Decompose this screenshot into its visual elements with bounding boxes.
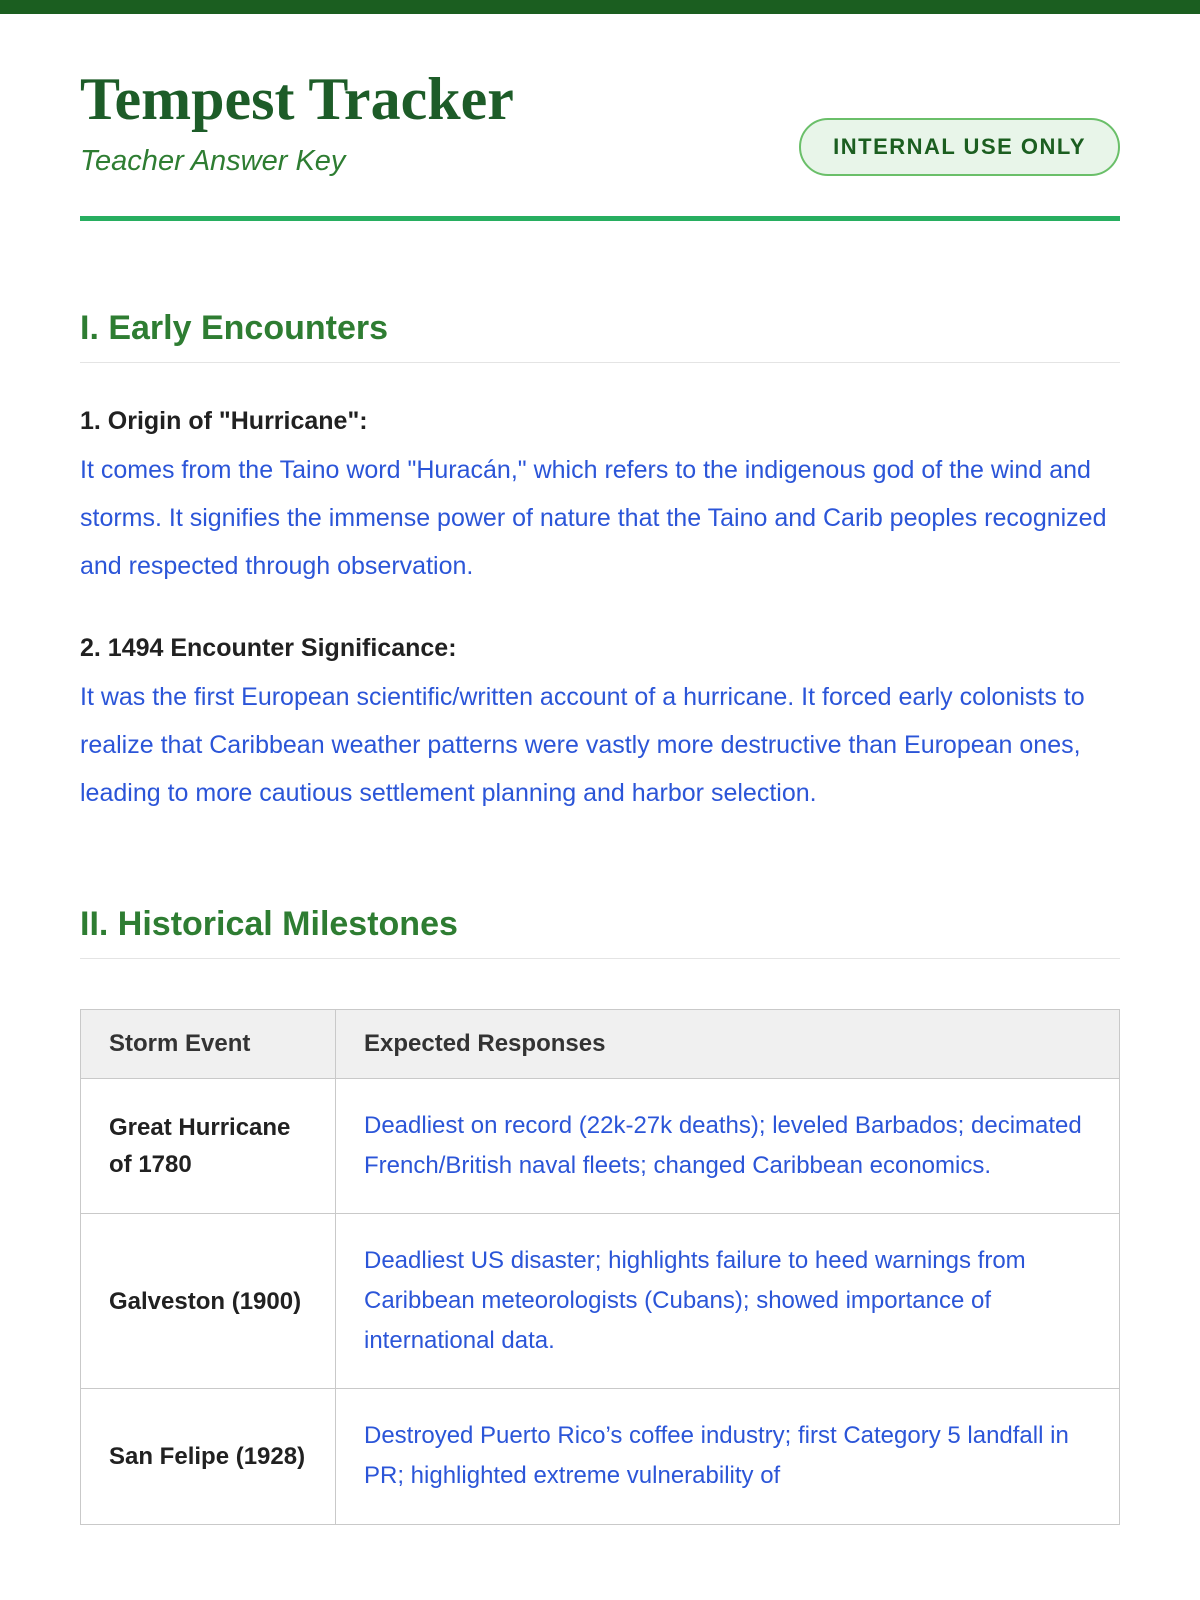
document-header <box>80 68 1120 178</box>
column-header-storm-event: Storm Event <box>81 1010 336 1079</box>
table-header-row <box>81 1010 1120 1079</box>
expected-response-cell: Destroyed Puerto Rico’s coffee industry; first Category 5 landfall in PR; highlighted extreme vulnerability of <box>336 1389 1120 1524</box>
title-block <box>80 68 514 178</box>
page-subtitle: Teacher Answer Key <box>80 145 346 177</box>
page-title: Tempest Tracker <box>80 66 514 132</box>
table-row <box>81 1214 1120 1389</box>
storm-event-cell: San Felipe (1928) <box>81 1389 336 1524</box>
milestones-table <box>80 1009 1120 1525</box>
table-row <box>81 1389 1120 1524</box>
table-row <box>81 1079 1120 1214</box>
question-1-answer: It comes from the Taino word "Huracán," which refers to the indigenous god of the wind and storms. It signifies the immense power of nature that the Taino and Carib peoples recognized and respected through observation. <box>80 456 1107 580</box>
section-heading-early-encounters: I. Early Encounters <box>80 309 1120 363</box>
page-container <box>80 68 1120 1525</box>
header-divider <box>80 216 1120 221</box>
internal-use-badge: INTERNAL USE ONLY <box>799 118 1120 176</box>
question-2-label: 2. 1494 Encounter Significance: <box>80 634 457 662</box>
section-heading-historical-milestones: II. Historical Milestones <box>80 905 1120 959</box>
expected-response-cell: Deadliest US disaster; highlights failure to heed warnings from Caribbean meteorologists (Cubans); showed importance of international data. <box>336 1214 1120 1389</box>
expected-response-cell: Deadliest on record (22k-27k deaths); leveled Barbados; decimated French/British naval fleets; changed Caribbean economics. <box>336 1079 1120 1214</box>
question-1-label: 1. Origin of "Hurricane": <box>80 407 368 435</box>
question-2-answer: It was the first European scientific/written account of a hurricane. It forced early colonists to realize that Caribbean weather patterns were vastly more destructive than European ones, leading to more cautious settlement planning and harbor selection. <box>80 683 1085 807</box>
top-accent-bar <box>0 0 1200 14</box>
column-header-expected-responses: Expected Responses <box>336 1010 1120 1079</box>
storm-event-cell: Galveston (1900) <box>81 1214 336 1389</box>
storm-event-cell: Great Hurricane of 1780 <box>81 1079 336 1214</box>
